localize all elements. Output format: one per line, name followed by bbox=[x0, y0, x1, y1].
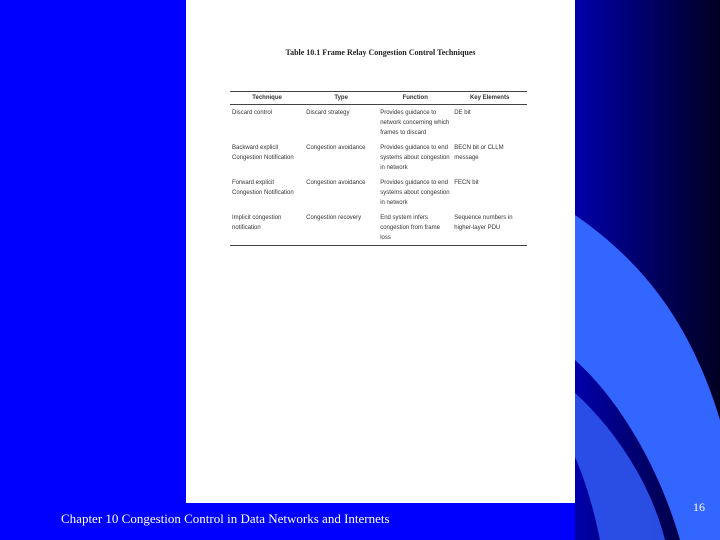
cell-technique: Forward explicit Congestion Notification bbox=[232, 180, 294, 196]
slide-page-number: 16 bbox=[693, 500, 705, 514]
cell-type: Congestion avoidance bbox=[306, 145, 366, 151]
slide-footer: Chapter 10 Congestion Control in Data Networks and Internets bbox=[61, 511, 390, 526]
cell-technique: Implicit congestion notification bbox=[232, 215, 282, 231]
cell-function: Provides guidance to end systems about congestion in network bbox=[380, 180, 450, 206]
cell-function: Provides guidance to network concerning which frames to discard bbox=[380, 110, 450, 136]
table-row bbox=[230, 105, 527, 141]
table-row bbox=[230, 175, 527, 210]
cell-key-elements: Sequence numbers in higher-layer PDU bbox=[454, 215, 513, 231]
table-title: Table 10.1 Frame Relay Congestion Control Techniques bbox=[285, 48, 476, 57]
cell-key-elements: BECN bit or CLLM message bbox=[454, 145, 504, 161]
cell-technique: Discard control bbox=[232, 110, 273, 116]
header-type: Type bbox=[334, 95, 348, 101]
cell-type: Congestion recovery bbox=[306, 215, 362, 221]
cell-key-elements: DE bit bbox=[454, 110, 471, 116]
header-technique: Technique bbox=[252, 95, 282, 101]
table-row bbox=[230, 140, 527, 175]
cell-key-elements: FECN bit bbox=[454, 180, 479, 186]
table-row bbox=[230, 210, 527, 246]
cell-function: End system infers congestion from frame loss bbox=[380, 215, 440, 241]
header-key-elements: Key Elements bbox=[469, 95, 510, 101]
congestion-techniques-table bbox=[230, 91, 527, 246]
document-page bbox=[186, 0, 575, 503]
header-function: Function bbox=[402, 95, 428, 101]
cell-technique: Backward explicit Congestion Notification bbox=[232, 145, 294, 161]
cell-type: Congestion avoidance bbox=[306, 180, 366, 186]
cell-function: Provides guidance to end systems about congestion in network bbox=[380, 145, 450, 171]
cell-type: Discard strategy bbox=[306, 110, 350, 116]
table-header-row bbox=[230, 92, 527, 105]
